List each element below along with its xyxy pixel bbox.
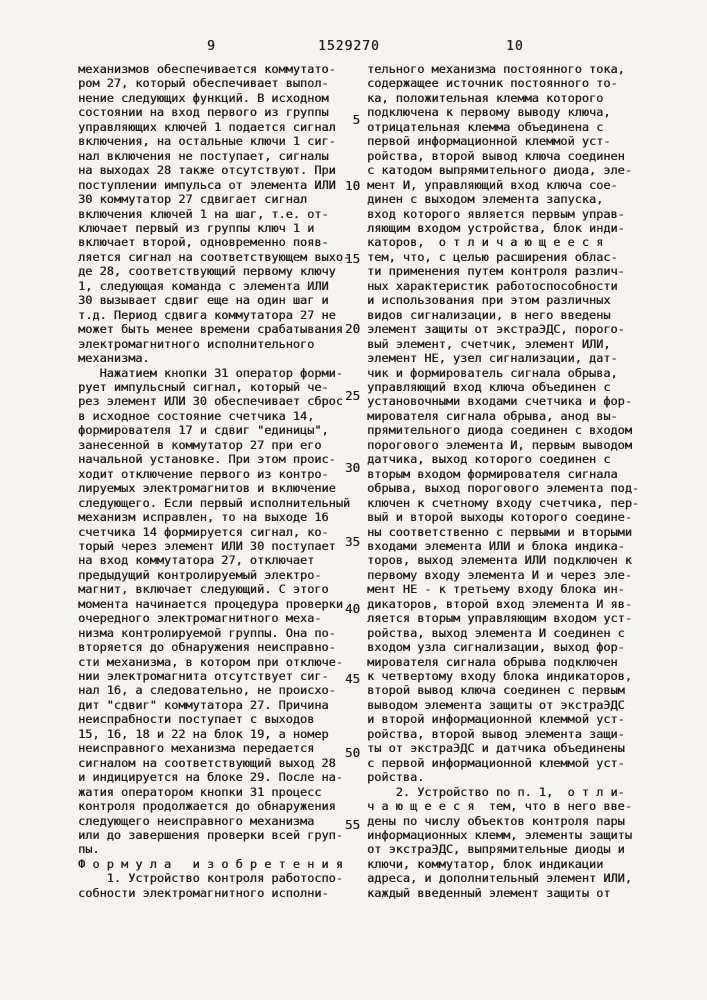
left-text-column: механизмов обеспечивается коммутато- ром 27, который обеспечивает выпол- нение следующих функций. В исходном состоянии на вход первого из группы управляющих ключей 1 подается сигнал включения, на остальные ключи 1 сиг- нал включения не поступает, сигналы на выходах 28 также отсутствуют. При поступлении импульса от элемента ИЛИ 30 коммутатор 27 сдвигает сигнал включения ключей 1 на шаг, т.е. от- ключает первый из группы ключ 1 и включает второй, одновременно появ- ляется сигнал на соответствующем выхо- де 28, соответствующий первому ключу 1, следующая команда с элемента ИЛИ 30 вызывает сдвиг еще на один шаг и т.д. Период сдвига коммутатора 27 не может быть менее времени срабатывания электромагнитного исполнительного механизма. Нажатием кнопки 31 оператор форми- рует импульсный сигнал, который че- рез элемент ИЛИ 30 обеспечивает сброс в исходное состояние счетчика 14, формирователя 17 и сдвиг "единицы", занесенной в коммутатор 27 при его начальной установке. При этом проис- ходит отключение первого из контро- лируемых электромагнитов и включение следующего. Если первый исполнительный механизм исправлен, то на выходе 16 счетчика 14 формируется сигнал, ко- торый через элемент ИЛИ 30 поступает на вход коммутатора 27, отключает предыдущий контролируемый электро- магнит, включает следующий. С этого момента начинается процедура проверки очередного электромагнитного меха- низма контролируемой группы. Она по- вторяется до обнаружения неисправно- сти механизма, в котором при отключе- нии электромагнита отсутствует сиг- нал 16, а следовательно, не происхо- дит "сдвиг" коммутатора 27. Причина неиспрабности поступает с выходов 15, 16, 18 и 22 на блок 19, а номер неисправного механизма передается сигналом на соответствующий выход 28 и индицируется на блоке 29. После на- жатия оператором кнопки 31 процесс контроля продолжается до обнаружения следующего неисправного механизма или до завершения проверки всей груп- пы. Ф о р м у л а и з о б р е т е н и я 1. Устройство контроля работоспо- собности электромагнитного исполни-: [78, 62, 351, 900]
page-number-left: 9: [207, 39, 216, 54]
gutter-line-number: 55: [344, 817, 360, 832]
gutter-line-numbers: [330, 0, 360, 1000]
gutter-line-number: 50: [344, 745, 360, 760]
gutter-line-number: 35: [344, 534, 360, 549]
gutter-line-number: 45: [344, 671, 360, 686]
gutter-line-number: 30: [344, 460, 360, 475]
gutter-line-number: 40: [344, 601, 360, 616]
page-number-right: 10: [506, 39, 524, 54]
patent-document-number: 1529270: [318, 39, 380, 54]
gutter-line-number: 10: [344, 178, 360, 193]
gutter-line-number: 5: [352, 112, 360, 127]
right-text-column: тельного механизма постоянного тока, содержащее источник постоянного то- ка, положительная клемма которого подключена к первому выводу ключа, отрицательная клемма объединена с первой информационной клеммой уст- ройства, второй вывод ключа соединен с катодом выпрямительного диода, эле- мент И, управляющий вход ключа сое- динен с выходом элемента запуска, вход которого является первым управ- ляющим входом устройства, блок инди- каторов, о т л и ч а ю щ е е с я тем, что, с целью расширения облас- ти применения путем контроля различ- ных характеристик работоспособности и использования при этом различных видов сигнализации, в него введены элемент защиты от экстраЭДС, порого- вый элемент, счетчик, элемент ИЛИ, элемент НЕ, узел сигнализации, дат- чик и формирователь сигнала обрыва, управляющий вход ключа объединен с установочными входами счетчика и фор- мирователя сигнала обрыва, анод вы- прямительного диода соединен с входом порогового элемента И, первым выводом датчика, выход которого соединен с вторым входом формирователя сигнала обрыва, выход порогового элемента под- ключен к счетному входу счетчика, пер- вый и второй выходы которого соедине- ны соответственно с первыми и вторыми входами элемента ИЛИ и блока индика- торов, выход элемента ИЛИ подключен к первому входу элемента И и через эле- мент НЕ - к третьему входу блока ин- дикаторов, второй вход элемента И яв- ляется вторым управляющим входом уст- ройства, выход элемента И соединен с входом узла сигнализации, выход фор- мирователя сигнала обрыва подключен к четвертому входу блока индикаторов, второй вывод ключа соединен с первым выводом элемента защиты от экстраЭДС и второй информационной клеммой уст- ройства, второй вывод элемента защи- ты от экстраЭДС и датчика объединены с первой информационной клеммой уст- ройства. 2. Устройство по п. 1, о т л и- ч а ю щ е е с я тем, что в него вве- дены по числу объектов контроля пары информационных клемм, элементы защиты от экстраЭДС, выпрямительные диоды и ключи, коммутатор, блок индикации адреса, и дополнительный элемент ИЛИ, каждый введенный элемент защиты от: [367, 62, 640, 900]
gutter-line-number: 25: [344, 388, 360, 403]
gutter-line-number: 20: [344, 321, 360, 336]
gutter-line-number: 15: [344, 251, 360, 266]
